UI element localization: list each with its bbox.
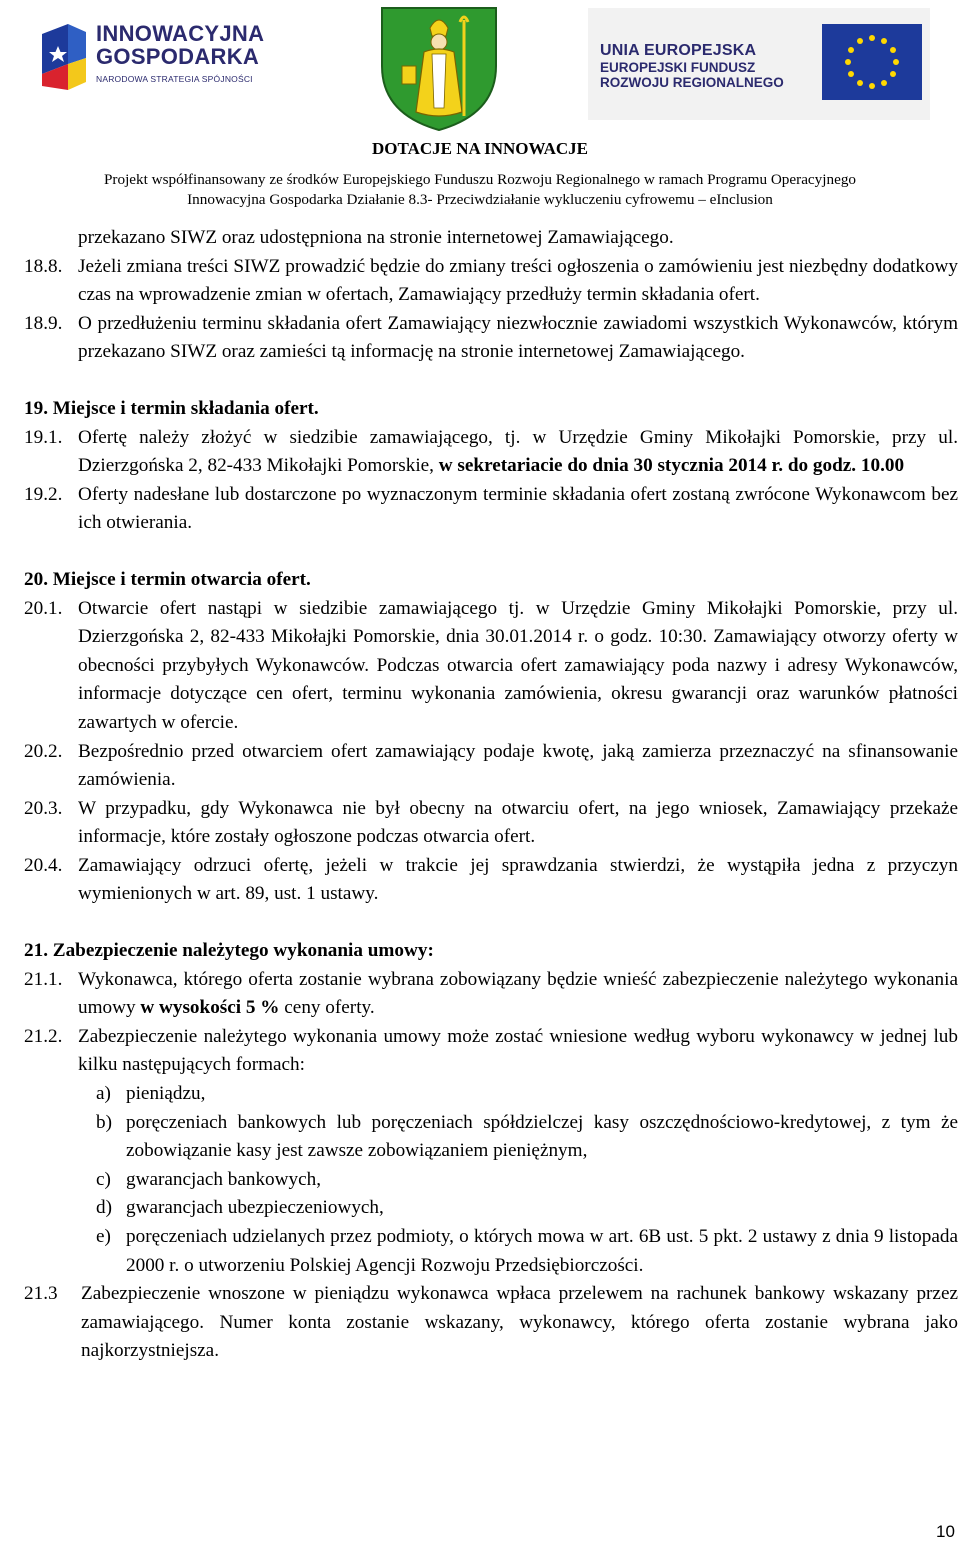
eu-regional-fund-logo — [588, 8, 930, 120]
paragraph-text: Zamawiający odrzuci ofertę, jeżeli w trakcie jej sprawdzania stwierdzi, że wystąpiła jedna z przyczyn wymienionych w art. 89, ust. 1 ustawy. — [78, 854, 958, 905]
paragraph-21-3 — [0, 1280, 960, 1366]
page-number: 10 — [936, 1522, 955, 1541]
section-heading-21: 21. Zabezpieczenie należytego wykonania umowy: — [24, 940, 434, 962]
paragraph-text: Zabezpieczenie należytego wykonania umowy może zostać wniesione według wyboru wykonawcy w jednej lub kilku następujących formach: — [78, 1025, 958, 1076]
paragraph-19-2 — [0, 481, 960, 538]
paragraph-text: Otwarcie ofert nastąpi w siedzibie zamawiającego tj. w Urzędzie Gminy Mikołajki Pomorskie, przy ul. Dzierzgońska 2, 82-433 Mikołajki Pomorskie, dnia 30.01.2014 r. o godz. 10:30. Zamawiający otworzy oferty w obecności przybyłych Wykonawców. Podczas otwarcia ofert zamawiający poda nazwy i adresy Wykonawców, informacje dotyczące cen ofert, terminu wykonania zamówienia, okresu gwarancji oraz warunków płatności zawartych w ofercie. — [78, 597, 958, 733]
paragraph-text: O przedłużeniu terminu składania ofert Zamawiający niezwłocznie zawiadomi wszystkich Wykonawców, którym przekazano SIWZ oraz zamieści tą informację na stronie internetowej Zamawiającego. — [78, 312, 958, 363]
eu-logo-text — [600, 42, 784, 90]
paragraph-18-9 — [0, 310, 960, 367]
paragraph-text: Bezpośrednio przed otwarciem ofert zamawiający podaje kwotę, jaką zamierza przeznaczyć na sfinansowanie zamówienia. — [78, 740, 958, 791]
spacer — [0, 538, 960, 566]
paragraph-text: Jeżeli zmiana treści SIWZ prowadzić będzie do zmiany treści ogłoszenia o zamówieniu jest niezbędny dodatkowy czas na wprowadzenie zmian w ofertach, Zamawiający przedłuży termin składania ofert. — [78, 255, 958, 306]
paragraph-text: W przypadku, gdy Wykonawca nie był obecny na otwarciu ofert, na jego wniosek, Zamawiający przekaże informacje, które zostały ogłoszone podczas otwarcia ofert. — [78, 797, 958, 848]
list-item-text: poręczeniach bankowych lub poręczeniach spółdzielczej kasy oszczędnościowo-kredytowej, z tym że zobowiązanie kasy jest zawsze zobowiązaniem pieniężnym, — [126, 1111, 958, 1162]
paragraph-text: Zabezpieczenie wnoszone w pieniądzu wykonawca wpłaca przelewem na rachunek bankowy wskazany przez zamawiającego. Numer konta zostanie wskazany, wykonawcy, którego oferta zostanie wybrana jako najkorzystniejsza. — [81, 1283, 958, 1362]
document-body — [0, 224, 960, 1366]
paragraph-20-4 — [0, 852, 960, 909]
section-heading-20: 20. Miejsce i termin otwarcia ofert. — [24, 568, 311, 590]
header-program-line: Innowacyjna Gospodarka Działanie 8.3- Przeciwdziałanie wykluczeniu cyfrowemu – eInclusion — [187, 191, 773, 208]
ig-logo-line2: GOSPODARKA — [96, 44, 260, 69]
paragraph-number: 18.9. — [24, 312, 63, 334]
list-item-text: gwarancjach bankowych, — [126, 1168, 321, 1190]
ig-logo-line1: INNOWACYJNA — [96, 21, 265, 46]
paragraph-number: 20.1. — [24, 597, 63, 619]
paragraph-18-7-continuation — [0, 224, 960, 253]
paragraph-number: 21.1. — [24, 968, 63, 990]
paragraph-number: 19.1. — [24, 426, 63, 448]
section-heading-19: 19. Miejsce i termin składania ofert. — [24, 397, 319, 419]
ig-logo-mark-icon — [38, 24, 90, 90]
ig-logo-subtitle: NARODOWA STRATEGIA SPÓJNOŚCI — [96, 74, 253, 84]
page-header — [0, 0, 960, 215]
amount-emphasis: w wysokości 5 % — [140, 997, 280, 1019]
list-item-form-e — [0, 1223, 960, 1280]
list-item-form-c — [0, 1166, 960, 1195]
municipal-coat-of-arms-icon — [372, 4, 506, 132]
eu-logo-line3: ROZWOJU REGIONALNEGO — [600, 75, 784, 90]
paragraph-20-2 — [0, 738, 960, 795]
deadline-emphasis: w sekretariacie do dnia 30 stycznia 2014 r. do godz. 10.00 — [438, 455, 905, 477]
paragraph-number: 20.2. — [24, 740, 63, 762]
paragraph-text-end: ceny oferty. — [284, 997, 375, 1019]
paragraph-19-1 — [0, 424, 960, 481]
list-item-text: poręczeniach udzielanych przez podmioty, o których mowa w art. 6B ust. 5 pkt. 2 ustawy z dnia 9 listopada 2000 r. o utworzeniu Polskiej Agencji Rozwoju Przedsiębiorczości. — [126, 1226, 958, 1276]
list-marker: c) — [96, 1168, 111, 1190]
paragraph-18-8 — [0, 253, 960, 310]
header-project-line: Projekt współfinansowany ze środków Europejskiego Funduszu Rozwoju Regionalnego w ramach Programu Operacyjnego — [103, 171, 857, 188]
list-marker: d) — [96, 1197, 112, 1219]
paragraph-20-3 — [0, 795, 960, 852]
innowacyjna-gospodarka-logo — [38, 21, 265, 102]
spacer — [0, 367, 960, 395]
paragraph-number: 18.8. — [24, 255, 63, 277]
header-title: DOTACJE NA INNOWACJE — [372, 139, 588, 158]
list-item-form-d — [0, 1194, 960, 1223]
ig-logo-title — [96, 22, 264, 68]
list-item-text: gwarancjach ubezpieczeniowych, — [126, 1197, 384, 1219]
paragraph-number: 19.2. — [24, 483, 63, 505]
list-marker: e) — [96, 1226, 111, 1247]
list-marker: b) — [96, 1111, 112, 1133]
list-item-form-b — [0, 1109, 960, 1166]
paragraph-text: przekazano SIWZ oraz udostępniona na stronie internetowej Zamawiającego. — [78, 227, 674, 248]
list-item-text: pieniądzu, — [126, 1083, 206, 1105]
paragraph-text: Oferty nadesłane lub dostarczone po wyznaczonym terminie składania ofert zostaną zwrócone Wykonawcom bez ich otwierania. — [78, 483, 958, 534]
paragraph-text: Wykonawca, którego oferta zostanie wybrana zobowiązany będzie wnieść zabezpieczenie należytego wykonania umowy — [78, 968, 958, 1019]
eu-flag-icon — [822, 24, 922, 100]
eu-logo-line1: UNIA EUROPEJSKA — [600, 42, 757, 59]
paragraph-text: Ofertę należy złożyć w siedzibie zamawiającego, tj. w Urzędzie Gminy Mikołajki Pomorskie, przy ul. Dzierzgońska 2, 82-433 Mikołajki Pomorskie, — [78, 426, 958, 477]
paragraph-number: 20.3. — [24, 797, 63, 819]
paragraph-21-1 — [0, 966, 960, 1023]
list-marker: a) — [96, 1083, 111, 1105]
paragraph-number: 20.4. — [24, 854, 63, 876]
paragraph-number: 21.2. — [24, 1025, 63, 1047]
eu-logo-line2: EUROPEJSKI FUNDUSZ — [600, 60, 756, 75]
paragraph-20-1 — [0, 595, 960, 738]
spacer — [0, 909, 960, 937]
paragraph-number: 21.3 — [24, 1283, 58, 1305]
list-item-form-a — [0, 1080, 960, 1109]
paragraph-21-2 — [0, 1023, 960, 1080]
